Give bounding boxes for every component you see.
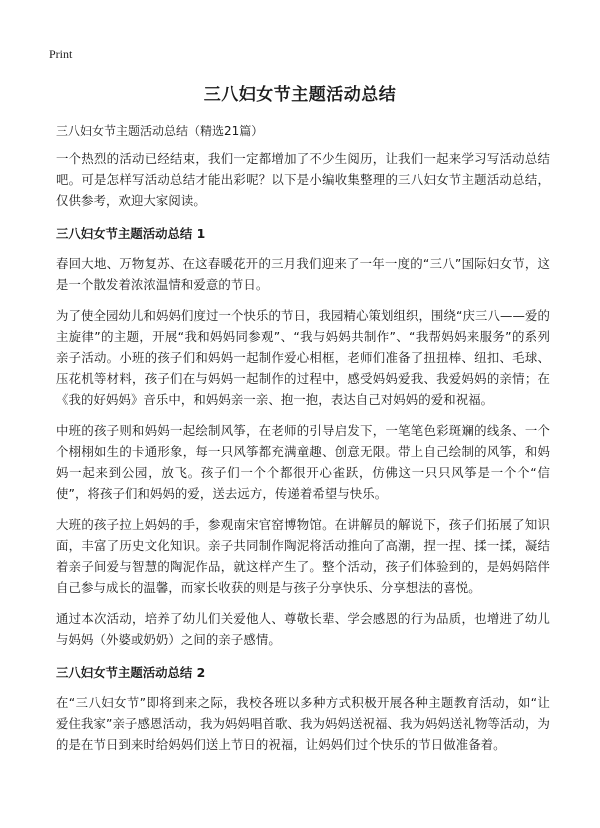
intro-paragraph: 一个热烈的活动已经结束，我们一定都增加了不少生阅历，让我们一起来学习写活动总结吧。可是怎样写活动总结才能出彩呢？以下是小编收集整理的三八妇女节主题活动总结，仅供参考，欢迎大家阅读。 bbox=[56, 151, 550, 208]
document-body bbox=[56, 120, 550, 765]
section-2 bbox=[56, 662, 550, 755]
document-subtitle: 三八妇女节主题活动总结（精选21篇） bbox=[56, 124, 264, 138]
print-link[interactable]: Print bbox=[49, 47, 73, 61]
paragraph: 通过本次活动，培养了幼儿们关爱他人、尊敬长辈、学会感恩的行为品质，也增进了幼儿与妈妈（外婆或奶奶）之间的亲子感情。 bbox=[56, 611, 550, 647]
paragraph: 春回大地、万物复苏、在这春暖花开的三月我们迎来了一年一度的“三八”国际妇女节，这是一个散发着浓浓温情和爱意的节日。 bbox=[56, 256, 550, 292]
paragraph: 在“三八妇女节”即将到来之际，我校各班以多种方式积极开展各种主题教育活动，如“让爱住我家”亲子感恩活动，我为妈妈唱首歌、我为妈妈送祝福、我为妈妈送礼物等活动，为的是在节日到来时给妈妈们送上节日的祝福，让妈妈们过个快乐的节日做准备着。 bbox=[56, 695, 550, 752]
section-heading: 三八妇女节主题活动总结 1 bbox=[56, 226, 206, 241]
section-1 bbox=[56, 223, 550, 650]
paragraph: 为了使全园幼儿和妈妈们度过一个快乐的节日，我园精心策划组织，围绕“庆三八——爱的主旋律”的主题，开展“我和妈妈同参观”、“我与妈妈共制作”、“我帮妈妈来服务”的系列亲子活动。小班的孩子们和妈妈一起制作爱心相框，老师们准备了扭扭棒、纽扣、毛球、压花机等材料，孩子们在与妈妈一起制作的过程中，感受妈妈爱我、我爱妈妈的亲情；在《我的好妈妈》音乐中，和妈妈亲一亲、抱一抱，表达自己对妈妈的爱和祝福。 bbox=[56, 308, 550, 407]
page-title: 三八妇女节主题活动总结 bbox=[203, 85, 397, 105]
paragraph: 大班的孩子拉上妈妈的手，参观南宋官窑博物馆。在讲解员的解说下，孩子们拓展了知识面，丰富了历史文化知识。亲子共同制作陶泥将活动推向了高潮，捏一捏、揉一揉，凝结着亲子间爱与智慧的陶泥作品，就这样产生了。整个活动，孩子们体验到的，是妈妈陪伴自己参与成长的温馨，而家长收获的则是与孩子分享快乐、分享想法的喜悦。 bbox=[56, 517, 550, 595]
paragraph: 中班的孩子则和妈妈一起绘制风筝，在老师的引导启发下，一笔笔色彩斑斓的线条、一个个栩栩如生的卡通形象，每一只风筝都充满童趣、创意无限。带上自己绘制的风筝，和妈妈一起来到公园，放飞。孩子们一个个都很开心雀跃，仿佛这一只只风筝是一个个“信使”，将孩子们和妈妈的爱，送去远方，传递着希望与快乐。 bbox=[56, 423, 550, 501]
section-heading: 三八妇女节主题活动总结 2 bbox=[56, 665, 206, 680]
